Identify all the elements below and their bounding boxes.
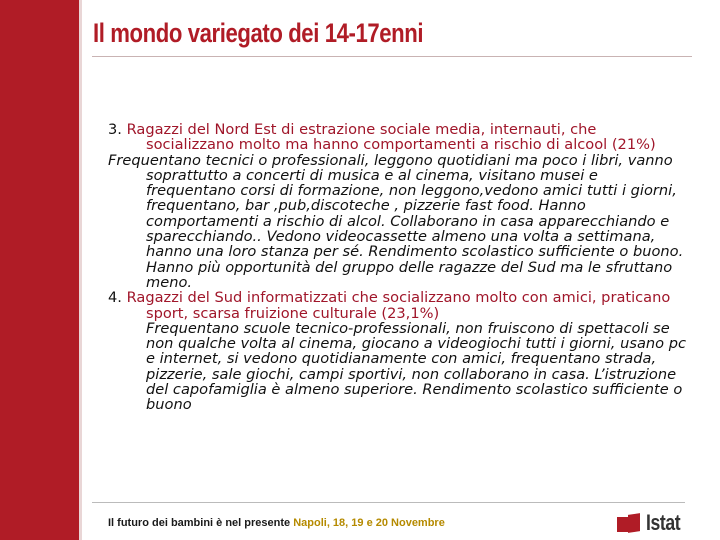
footer bbox=[108, 517, 445, 529]
istat-logo bbox=[617, 510, 689, 534]
item-4-heading-text: Ragazzi del Sud informatizzati che socializzano molto con amici, praticano sport, scarsa fruizione culturale (23,1%) bbox=[126, 289, 671, 322]
item-3-heading bbox=[108, 122, 688, 153]
sidebar-band bbox=[0, 0, 79, 540]
footer-left-text: Il futuro dei bambini è nel presente bbox=[108, 517, 291, 529]
item-4-number: 4. bbox=[108, 289, 122, 307]
istat-logo-icon bbox=[617, 512, 643, 534]
footer-right-text: Napoli, 18, 19 e 20 Novembre bbox=[293, 517, 445, 529]
sidebar-stripe bbox=[79, 0, 82, 540]
slide-title: Il mondo variegato dei 14-17enni bbox=[93, 18, 424, 48]
title-divider bbox=[92, 56, 692, 57]
item-3-heading-text: Ragazzi del Nord Est di estrazione sociale media, internauti, che socializzano molto ma hanno comportamenti a rischio di alcool (21%) bbox=[126, 121, 656, 154]
footer-divider bbox=[92, 502, 685, 503]
item-4-heading bbox=[108, 290, 688, 321]
item-4-description: Frequentano scuole tecnico-professionali, non fruiscono di spettacoli se non qualche volta al cinema, giocano a videogiochi tutti i giorni, usano pc e internet, si vedono quotidianamente con amici, frequentano strada, pizzerie, sale giochi, campi sportivi, non collaborano in casa. L’istruzione del capofamiglia è almeno superiore. Rendimento scolastico sufficiente o buono bbox=[146, 319, 686, 414]
istat-logo-text: Istat bbox=[646, 510, 681, 535]
item-3-description: Frequentano tecnici o professionali, leggono quotidiani ma poco i libri, vanno soprattutto a concerti di musica e al cinema, visitano musei e frequentano corsi di formazione, non leggono,vedono amici tutti i giorni, frequentano, bar ,pub,discoteche , pizzerie fast food. Hanno comportamenti a rischio di alcol. Collaborano in casa apparecchiando e sparecchiando.. Vedono videocassette almeno una volta a settimana, hanno una loro stanza per sé. Rendimento scolastico sufficiente o buono. Hanno più opportunità del gruppo delle ragazze del Sud ma le sfruttano meno. bbox=[108, 151, 684, 291]
slide-content bbox=[108, 122, 688, 413]
item-3-number: 3. bbox=[108, 121, 122, 138]
